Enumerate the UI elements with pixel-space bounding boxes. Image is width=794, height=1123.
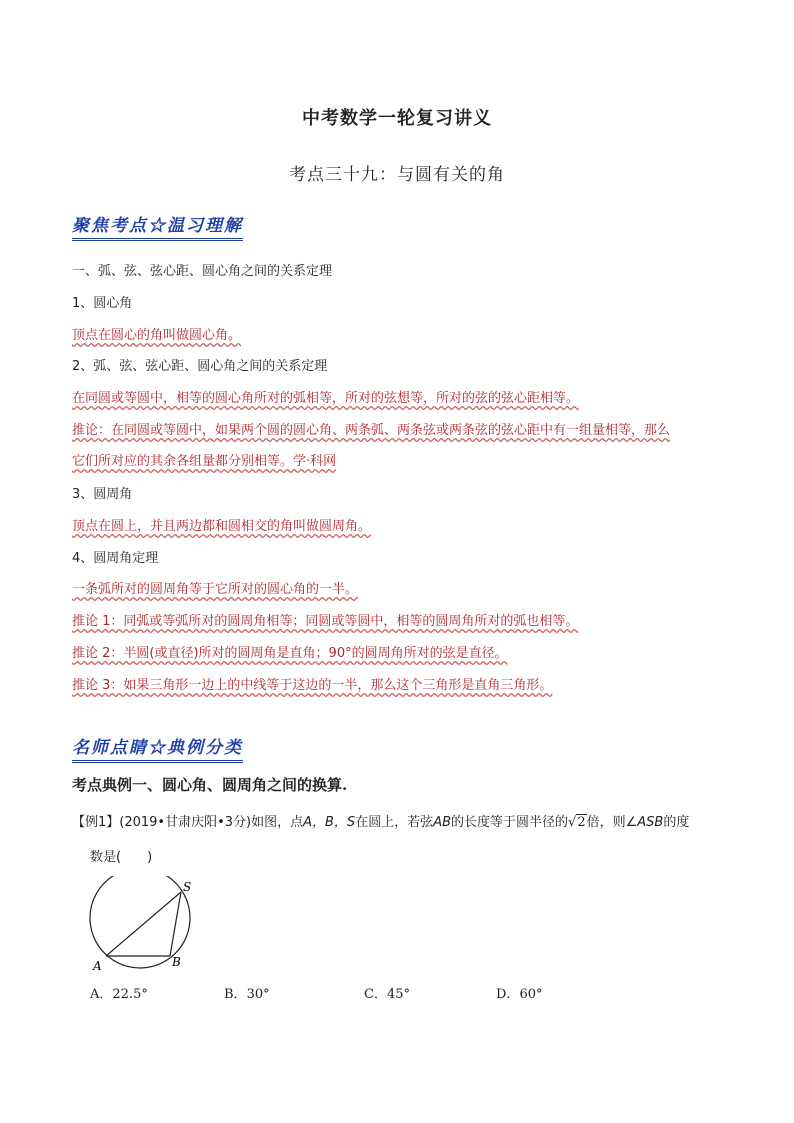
section-line: 顶点在圆上，并且两边都和圆相交的角叫做圆周角。 [72,519,372,534]
choice-c[interactable]: C．45° [364,987,410,1002]
section-line: 推论 1：同弧或等弧所对的圆周角相等；同圆或等圆中，相等的圆周角所对的弧也相等。 [72,614,579,629]
example-question [72,814,732,832]
section-heading-examples: 名师点睛☆典例分类 [72,733,243,763]
section-line: 推论 3：如果三角形一边上的中线等于这边的一半，那么这个三角形是直角三角形。 [72,678,553,693]
label-b: B [172,955,181,969]
circle-figure [84,876,204,976]
choice-b[interactable]: B．30° [224,987,270,1002]
section-line: 1、圆心角 [72,296,133,311]
page-subtitle: 考点三十九：与圆有关的角 [289,165,505,185]
example-points: A，B，S [303,815,356,830]
example-question-line2: 数是( ) [90,850,153,865]
choice-a[interactable]: A．22.5° [90,987,148,1002]
example-mid: 在圆上，若弦 [355,815,434,830]
section-line: 顶点在圆心的角叫做圆心角。 [72,328,242,343]
section-line: 4、圆周角定理 [72,551,159,566]
sqrt-expression: √2 [568,815,586,830]
section-line: 2、弧、弦、弦心距、圆心角之间的关系定理 [72,359,328,374]
example-lead: 【例1】(2019•甘肃庆阳•3分)如图，点 [72,815,304,830]
label-a: A [93,959,102,973]
section-line: 一、弧、弦、弦心距、圆心角之间的关系定理 [72,264,333,279]
example-mid2: 的长度等于圆半径的 [451,815,569,830]
section-line: 推论 2：半圆(或直径)所对的圆周角是直角；90°的圆周角所对的弦是直径。 [72,646,508,661]
section-line: 它们所对应的其余各组量都分别相等。学·科网 [72,454,337,469]
section-heading-focus: 聚焦考点☆温习理解 [72,211,243,241]
page-title: 中考数学一轮复习讲义 [302,108,492,129]
label-s: S [183,880,192,894]
example-tail: 倍，则∠ [586,815,638,830]
section-line: 推论：在同圆或等圆中，如果两个圆的圆心角、两条弧、两条弦或两条弦的弦心距中有一组量相等，那么 [72,423,671,438]
example-angle: ASB [637,815,664,830]
section-line: 在同圆或等圆中，相等的圆心角所对的弧相等，所对的弦想等，所对的弦的弦心距相等。 [72,391,580,406]
section-line: 3、圆周角 [72,487,133,502]
section-line: 一条弧所对的圆周角等于它所对的圆心角的一半。 [72,582,359,597]
example-chord: AB [433,815,452,830]
choice-d[interactable]: D．60° [496,987,543,1002]
example-tail2: 的度 [663,815,690,830]
example-topic-heading: 考点典例一、圆心角、圆周角之间的换算. [72,776,348,794]
